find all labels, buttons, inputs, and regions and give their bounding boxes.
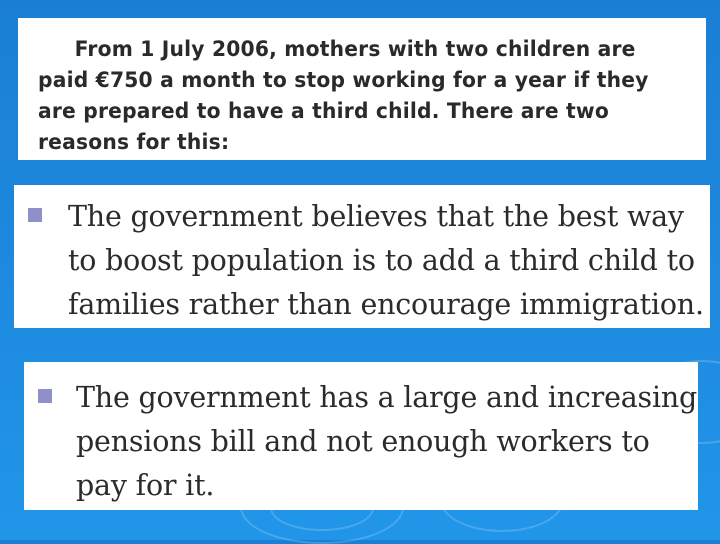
bullet-box-2 <box>24 362 698 510</box>
square-bullet-icon <box>38 389 52 403</box>
intro-text-box <box>18 18 706 160</box>
bullet-text: The government believes that the best way to boost population is to add a third child to families rather than encourage immigration. <box>68 200 704 321</box>
bullet-item <box>28 195 710 327</box>
bullet-box-1 <box>14 185 710 328</box>
bullet-text: The government has a large and increasing pensions bill and not enough workers to pay for it. <box>76 381 698 502</box>
square-bullet-icon <box>28 208 42 222</box>
intro-paragraph: From 1 July 2006, mothers with two children are paid €750 a month to stop working for a year if they are prepared to have a third child. There are two reasons for this: <box>38 37 649 154</box>
bullet-item <box>38 376 698 508</box>
